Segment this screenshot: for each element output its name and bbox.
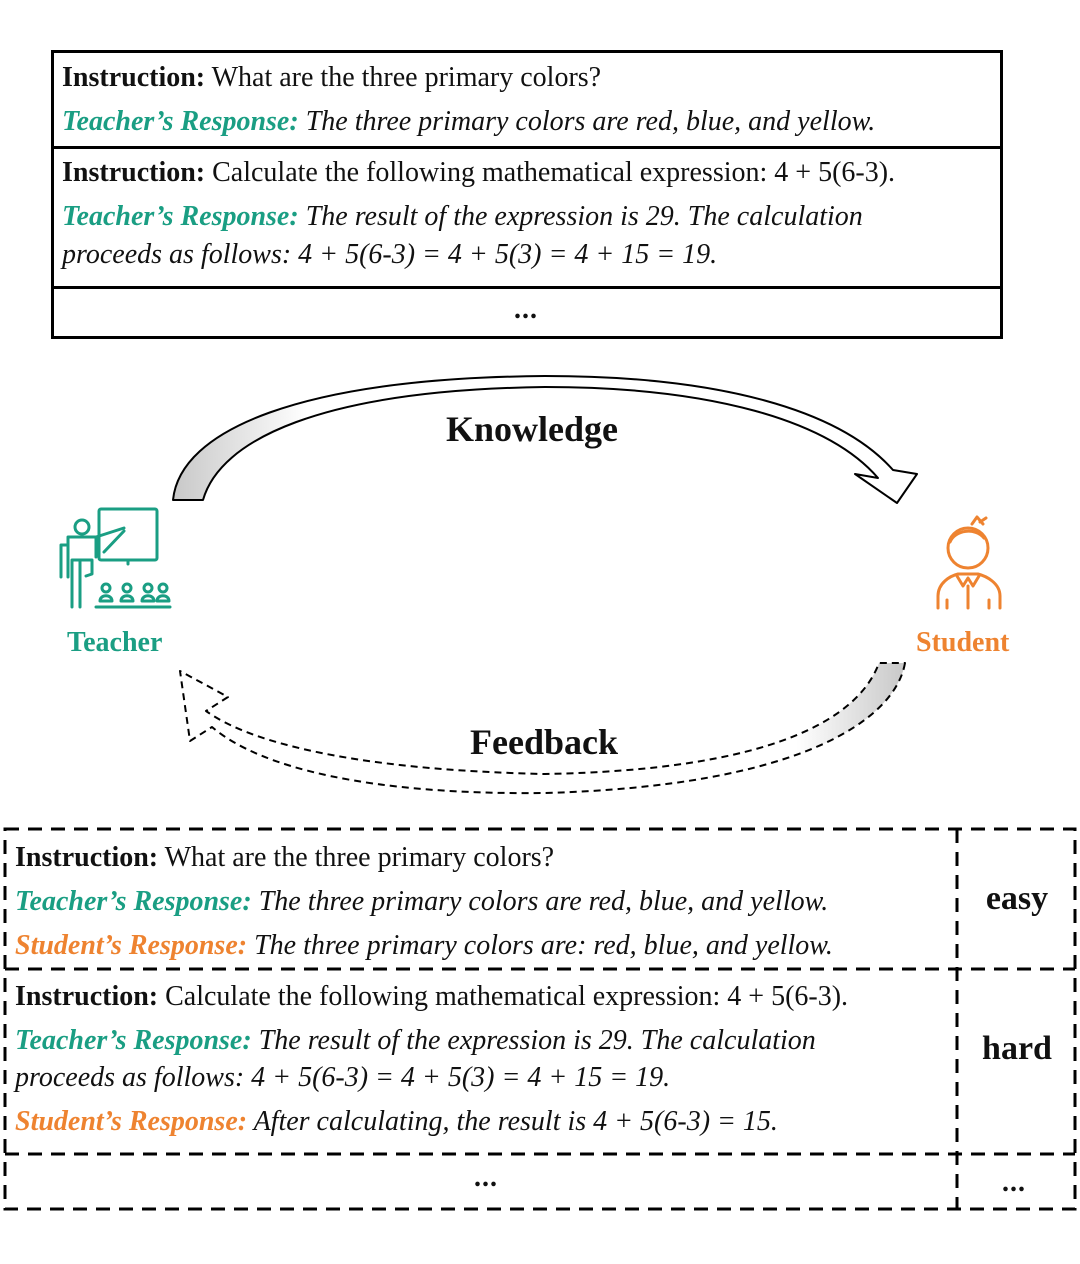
teacher-response-label: Teacher’s Response:: [15, 886, 252, 917]
teacher-response-text: The result of the expression is 29. The calculation: [251, 1025, 816, 1056]
difficulty-hard: hard: [982, 1030, 1052, 1067]
difficulty-ellipsis: ...: [1002, 1167, 1026, 1198]
knowledge-label: Knowledge: [446, 409, 619, 449]
teacher-response-label: Teacher’s Response:: [62, 201, 299, 232]
teacher-response-text: The three primary colors are red, blue, and yellow.: [251, 886, 829, 917]
student-response-label: Student’s Response:: [15, 930, 248, 961]
student-response-text: After calculating, the result is 4 + 5(6-3) = 15.: [247, 1106, 778, 1137]
teacher-response-text: The result of the expression is 29. The calculation: [298, 201, 863, 232]
instruction-label: Instruction:: [15, 981, 159, 1012]
bottom-table-ellipsis: ...: [474, 1162, 498, 1193]
bottom-row1-teacher-response: [15, 885, 828, 919]
instruction-text: What are the three primary colors?: [158, 842, 555, 873]
student-label: Student: [916, 627, 1010, 658]
instruction-label: Instruction:: [62, 157, 206, 188]
student-response-label: Student’s Response:: [15, 1106, 248, 1137]
instruction-text: Calculate the following mathematical expression: 4 + 5(6-3).: [205, 157, 896, 188]
bottom-row1-instruction: [15, 841, 554, 875]
feedback-label: Feedback: [470, 722, 618, 762]
instruction-label: Instruction:: [62, 62, 206, 93]
bottom-row2-instruction: [15, 980, 848, 1014]
bottom-row2-teacher-response-cont: proceeds as follows: 4 + 5(6-3) = 4 + 5(3) = 4 + 15 = 19.: [15, 1062, 671, 1093]
teacher-response-label: Teacher’s Response:: [15, 1025, 252, 1056]
difficulty-easy: easy: [985, 880, 1049, 917]
bottom-row2-teacher-response: [15, 1024, 816, 1058]
student-icon: [938, 517, 1000, 608]
student-response-text: The three primary colors are: red, blue, and yellow.: [247, 930, 833, 961]
instruction-text: What are the three primary colors?: [205, 62, 602, 93]
teacher-label: Teacher: [67, 627, 163, 658]
instruction-label: Instruction:: [15, 842, 159, 873]
instruction-text: Calculate the following mathematical expression: 4 + 5(6-3).: [158, 981, 849, 1012]
teacher-icon: [61, 509, 170, 607]
teacher-response-text: The three primary colors are red, blue, and yellow.: [298, 106, 876, 137]
bottom-row2-student-response: [15, 1105, 778, 1139]
teacher-response-label: Teacher’s Response:: [62, 106, 299, 137]
top-row2-teacher-response-cont: proceeds as follows: 4 + 5(6-3) = 4 + 5(3) = 4 + 15 = 19.: [62, 239, 718, 270]
top-table-ellipsis: ...: [514, 294, 538, 325]
bottom-row1-student-response: [15, 929, 833, 963]
